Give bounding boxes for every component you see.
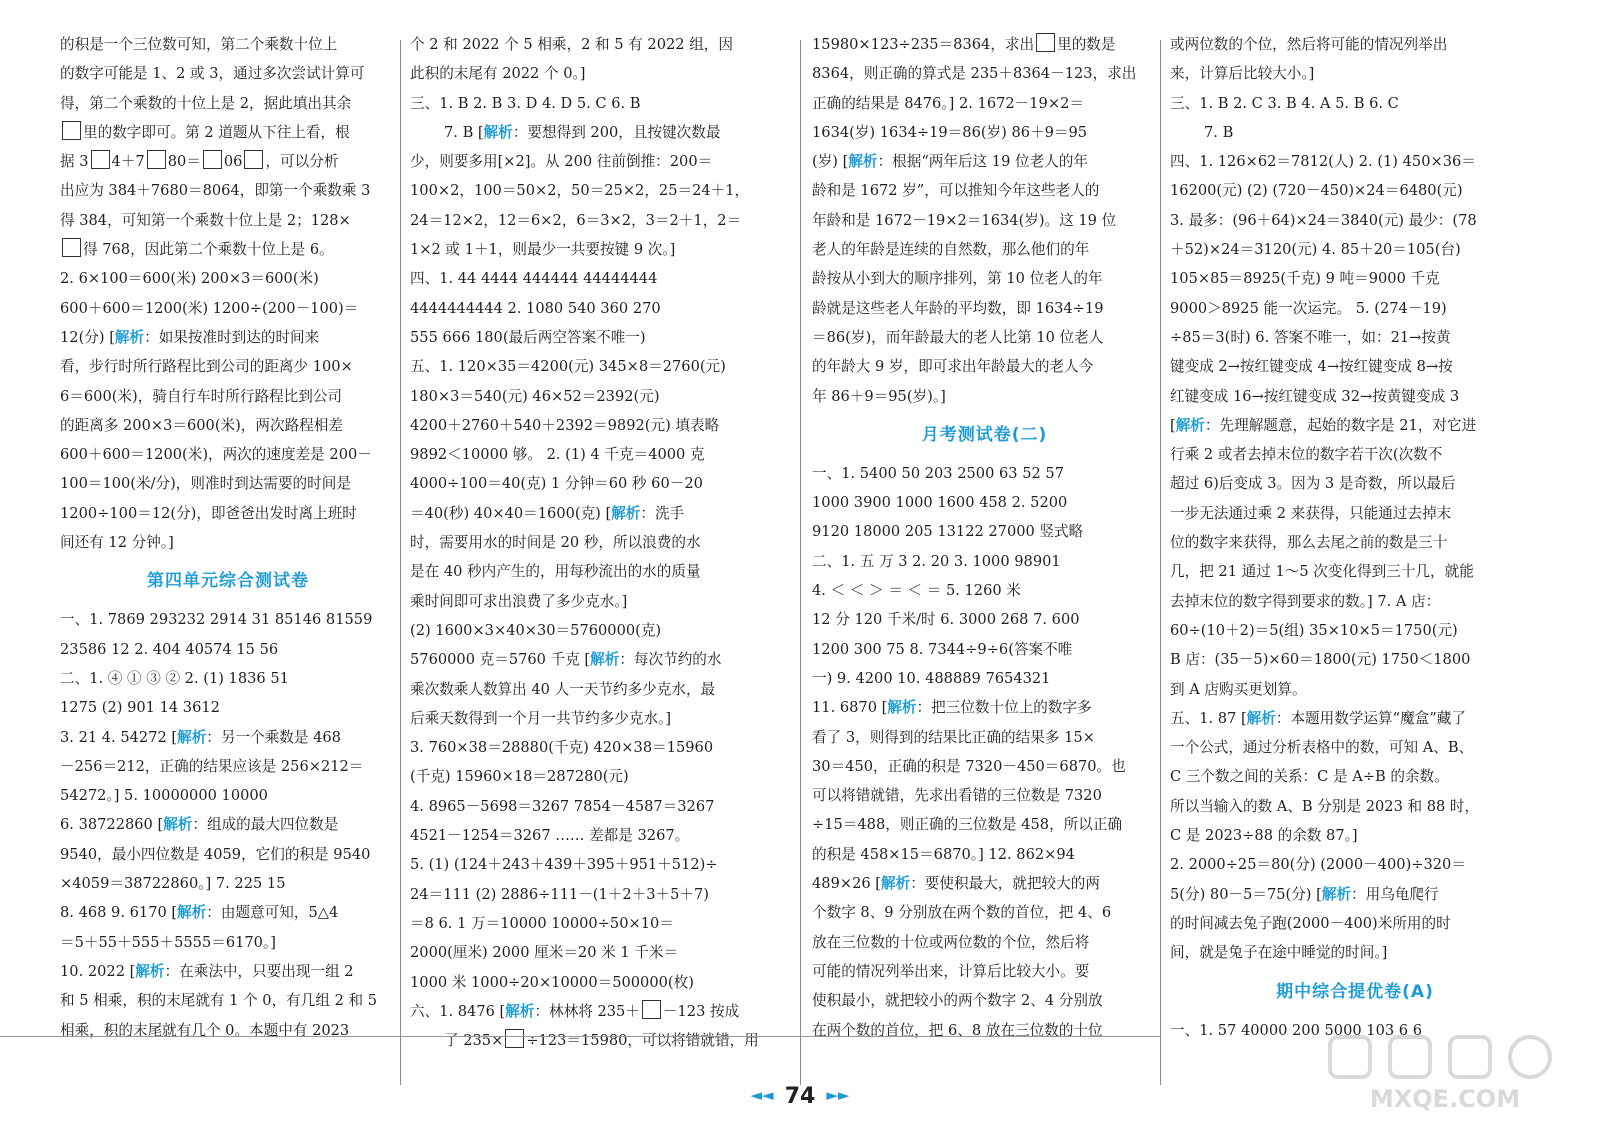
page-number: 74 xyxy=(784,1084,816,1109)
analysis-label: 解析 xyxy=(483,123,513,141)
text-line: 后乘天数得到一个月一共节约多少克水。] xyxy=(410,709,672,727)
text-span: ÷123＝15980，可以将错就错，用 xyxy=(526,1032,759,1050)
text-line: 年 86＋9＝95(岁)。] xyxy=(812,387,946,405)
text-line: 正确的结果是 8476。] 2. 1672－19×2＝ xyxy=(812,94,1084,112)
text-span: 3. 21 4. 54272 [ xyxy=(60,728,178,746)
text-line: 1000 3900 1000 1600 458 2. 5200 xyxy=(812,494,1068,512)
text-line: 6＝600(米)，骑自行车时所行路程比到公司 xyxy=(60,387,343,405)
analysis-label: 解析 xyxy=(611,504,641,522)
text-line: 此积的末尾有 2022 个 0。] xyxy=(410,65,586,83)
text-line xyxy=(410,645,790,674)
text-line: 105×85＝8925(千克) 9 吨＝9000 千克 xyxy=(1170,270,1440,288)
section-heading: 第四单元综合测试卷 xyxy=(147,571,309,592)
text-span: 了 235× xyxy=(444,1032,504,1050)
analysis-label: 解析 xyxy=(590,651,620,669)
text-line xyxy=(60,118,396,147)
text-line xyxy=(812,30,1157,59)
text-line: 老人的年龄是连续的自然数，那么他们的年 xyxy=(812,241,1090,259)
text-line: 是在 40 秒内产生的，用每秒流出的水的质量 xyxy=(410,563,701,581)
text-line: ＝8 6. 1 万＝10000 10000÷50×10＝ xyxy=(410,914,674,932)
text-span: 五、1. 87 [ xyxy=(1170,709,1247,727)
text-line: 可以将错就错，先求出看错的三位数是 7320 xyxy=(812,787,1102,805)
text-line: 1000 米 1000÷20×10000＝500000(枚) xyxy=(410,973,694,991)
text-span: ：由题意可知，5△4 xyxy=(206,904,339,922)
text-line: 红键变成 16→按红键变成 32→按黄键变成 3 xyxy=(1170,387,1460,405)
text-span: 12(分) [ xyxy=(60,328,115,346)
text-line: 的数字可能是 1、2 或 3，通过多次尝试计算可 xyxy=(60,65,365,83)
column-2 xyxy=(410,30,790,1055)
text-line xyxy=(60,898,396,927)
text-span: ：根据“两年后这 19 位老人的年 xyxy=(877,153,1088,171)
text-line: 2000(厘米) 2000 厘米＝20 米 1 千米＝ xyxy=(410,944,679,962)
blank-box xyxy=(244,150,263,169)
text-line: 一) 9. 4200 10. 488889 7654321 xyxy=(812,669,1051,687)
text-line xyxy=(60,957,396,986)
text-line: 得，第二个乘数的十位上是 2，据此填出其余 xyxy=(60,94,352,112)
text-line: ＋52)×24＝3120(元) 4. 85＋20＝105(台) xyxy=(1170,241,1461,259)
text-line: 30＝450，正确的积是 7320－450＝6870。也 xyxy=(812,757,1126,775)
text-span: 得 768，因此第二个乘数十位上是 6。 xyxy=(83,241,334,259)
text-line: 时，需要用水的时间是 20 秒，所以浪费的水 xyxy=(410,534,701,552)
text-line xyxy=(60,147,396,176)
text-line: 3. 最多：(96＋64)×24＝3840(元) 最少：(78 xyxy=(1170,211,1477,229)
text-line: 一个公式，通过分析表格中的数，可知 A、B、 xyxy=(1170,739,1474,757)
analysis-label: 解析 xyxy=(135,962,165,980)
text-line: 7. B xyxy=(1204,123,1234,141)
text-line: ÷85＝3(时) 6. 答案不唯一，如：21→按黄 xyxy=(1170,328,1451,346)
text-line: 4444444444 2. 1080 540 360 270 xyxy=(410,299,661,317)
text-span: 11. 6870 [ xyxy=(812,699,888,717)
text-line: 使积最小，就把较小的两个数字 2、4 分别放 xyxy=(812,992,1103,1010)
blank-box xyxy=(1036,33,1055,52)
analysis-label: 解析 xyxy=(163,816,193,834)
text-span: 里的数字即可。第 2 道题从下往上看，根 xyxy=(83,123,350,141)
text-line: 24＝111 (2) 2886÷111－(1＋2＋3＋5＋7) xyxy=(410,885,709,903)
text-span: 8. 468 9. 6170 [ xyxy=(60,904,178,922)
text-line: 出应为 384＋7680＝8064，即第一个乘数乘 3 xyxy=(60,182,371,200)
bottom-rule xyxy=(0,1036,1160,1037)
text-span: ：林林将 235＋ xyxy=(534,1002,640,1020)
next-arrows-icon: ►► xyxy=(826,1086,850,1104)
text-span: ：每次节约的水 xyxy=(619,651,722,669)
text-span: ：在乘法中，只要出现一组 2 xyxy=(164,962,354,980)
section-heading: 期中综合提优卷(A) xyxy=(1276,981,1434,1002)
text-span: －123 按成 xyxy=(662,1002,740,1020)
text-span: 15980×123÷235＝8364，求出 xyxy=(812,36,1035,53)
text-line: 间还有 12 分钟。] xyxy=(60,534,174,552)
text-line: 8364，则正确的算式是 235＋8364－123，求出 xyxy=(812,65,1137,83)
analysis-label: 解析 xyxy=(177,904,207,922)
text-line xyxy=(410,118,790,147)
text-line: 来，计算后比较大小。] xyxy=(1170,65,1315,83)
blank-box xyxy=(203,150,222,169)
text-line: 1275 (2) 901 14 3612 xyxy=(60,699,220,717)
text-span: 4＋7 xyxy=(111,153,145,171)
analysis-label: 解析 xyxy=(1175,416,1205,434)
column-1 xyxy=(60,30,396,1045)
text-line: 放在三位数的十位或两位数的个位，然后将 xyxy=(812,933,1090,951)
text-line: 2. 2000÷25＝80(分) (2000－400)÷320＝ xyxy=(1170,856,1466,874)
text-line: 相乘，积的末尾就有几个 0。本题中有 2023 xyxy=(60,1021,350,1039)
text-span: 5(分) 80－5＝75(分) [ xyxy=(1170,885,1322,903)
analysis-label: 解析 xyxy=(177,728,207,746)
text-span: ：另一个乘数是 468 xyxy=(206,728,341,746)
text-line: 到 A 店购买更划算。 xyxy=(1170,680,1307,698)
prev-arrows-icon: ◄◄ xyxy=(750,1086,774,1104)
watermark-text: MXQE.COM xyxy=(1369,1085,1521,1113)
text-line: 600＋600＝1200(米) 1200÷(200－100)＝ xyxy=(60,299,359,317)
column-divider xyxy=(800,40,801,1085)
analysis-label: 解析 xyxy=(881,875,911,893)
text-span: 489×26 [ xyxy=(812,875,881,893)
analysis-label: 解析 xyxy=(505,1002,535,1020)
text-line: ＝86(岁)，而年龄最大的老人比第 10 位老人 xyxy=(812,328,1104,346)
text-line: 180×3＝540(元) 46×52＝2392(元) xyxy=(410,387,660,405)
text-line: 1200÷100＝12(分)，即爸爸出发时离上班时 xyxy=(60,504,357,522)
text-line: －256＝212，正确的结果应该是 256×212＝ xyxy=(60,757,364,775)
blank-box xyxy=(147,150,166,169)
text-line: 得 384，可知第一个乘数十位上是 2；128× xyxy=(60,211,351,229)
text-span: 6. 38722860 [ xyxy=(60,816,164,834)
text-line xyxy=(410,499,790,528)
text-line: 5. (1) (124＋243＋439＋395＋951＋512)÷ xyxy=(410,856,718,874)
text-line: 几，把 21 通过 1～5 次变化得到三十几，就能 xyxy=(1170,563,1474,581)
text-line: 看了 3，则得到的结果比正确的结果多 15× xyxy=(812,728,1095,746)
text-line: 键变成 2→按红键变成 4→按红键变成 8→按 xyxy=(1170,358,1453,376)
text-line: 4. ＜ ＜ ＞ ＝ ＜ ＝ 5. 1260 米 xyxy=(812,582,1021,600)
text-line: 超过 6)后变成 3。因为 3 是奇数，所以最后 xyxy=(1170,475,1456,493)
text-line: 一、1. 5400 50 203 2500 63 52 57 xyxy=(812,464,1064,482)
text-line: 1634(岁) 1634÷19＝86(岁) 86＋9＝95 xyxy=(812,123,1088,141)
text-line: ×4059＝38722860。] 7. 225 15 xyxy=(60,875,286,893)
text-line: 个 2 和 2022 个 5 相乘，2 和 5 有 2022 组，因 xyxy=(410,36,733,53)
text-span: (岁) [ xyxy=(812,153,849,171)
text-line: 4521－1254＝3267 …… 差都是 3267。 xyxy=(410,827,690,845)
text-line xyxy=(60,235,396,264)
text-line: B 店：(35－5)×60＝1800(元) 1750＜1800 xyxy=(1170,651,1471,669)
watermark-logo xyxy=(1320,1035,1570,1115)
text-line: 100×2，100＝50×2，50＝25×2，25＝24＋1， xyxy=(410,182,750,200)
text-line xyxy=(410,1026,790,1055)
text-line: 四、1. 126×62＝7812(人) 2. (1) 450×36＝ xyxy=(1170,153,1476,171)
text-span: ：如果按准时到达的时间来 xyxy=(144,328,320,346)
column-divider xyxy=(400,40,401,1085)
text-line: 的年龄大 9 岁，即可求出年龄最大的老人今 xyxy=(812,358,1094,376)
text-line: 的积是一个三位数可知，第二个乘数十位上 xyxy=(60,36,338,53)
text-line: 在两个数的首位，把 6、8 放在三位数的十位 xyxy=(812,1021,1103,1039)
blank-box xyxy=(642,1000,661,1019)
text-line: 一、1. 7869 293232 2914 31 85146 81559 xyxy=(60,611,373,629)
text-line: 可能的情况列举出来，计算后比较大小。要 xyxy=(812,962,1090,980)
text-line: 23586 12 2. 404 40574 15 56 xyxy=(60,640,279,658)
text-line: 二、1. ④ ① ③ ② 2. (1) 1836 51 xyxy=(60,669,289,687)
text-line: 间，就是兔子在途中睡觉的时间。] xyxy=(1170,944,1388,962)
text-span: 六、1. 8476 [ xyxy=(410,1002,506,1020)
column-3 xyxy=(812,30,1157,1045)
text-line: (千克) 15960×18＝287280(元) xyxy=(410,768,629,786)
text-span: 10. 2022 [ xyxy=(60,962,136,980)
text-line: 乘时间即可求出浪费了多少克水。] xyxy=(410,592,628,610)
text-line: 年龄和是 1672－19×2＝1634(岁)。这 19 位 xyxy=(812,211,1117,229)
text-span: 5760000 克＝5760 千克 [ xyxy=(410,651,591,669)
text-line: 60÷(10＋2)＝5(组) 35×10×5＝1750(元) xyxy=(1170,621,1458,639)
text-line: 一、1. 57 40000 200 5000 103 6 6 xyxy=(1170,1021,1422,1039)
text-line: 9120 18000 205 13122 27000 竖式略 xyxy=(812,523,1084,541)
text-line: C 三个数之间的关系：C 是 A÷B 的余数。 xyxy=(1170,768,1449,786)
text-line: 9000＞8925 能一次运完。 5. (274－19) xyxy=(1170,299,1447,317)
text-line xyxy=(60,723,396,752)
text-span: ：先理解题意，起始的数字是 21，对它进 xyxy=(1204,416,1477,434)
section-heading: 月考测试卷(二) xyxy=(921,424,1048,445)
text-line: 9892＜10000 够。 2. (1) 4 千克＝4000 克 xyxy=(410,446,705,464)
text-line: 四、1. 44 4444 444444 44444444 xyxy=(410,270,658,288)
text-line: 9540，最小四位数是 4059，它们的积是 9540 xyxy=(60,845,371,863)
text-line xyxy=(812,693,1157,722)
text-line xyxy=(812,869,1157,898)
text-line: 行乘 2 或者去掉末位的数字若干次(次数不 xyxy=(1170,446,1443,464)
text-line xyxy=(1170,411,1540,440)
text-span: ：要想得到 200，且按键次数最 xyxy=(512,123,721,141)
text-span: ：用乌龟爬行 xyxy=(1351,885,1439,903)
text-line: 二、1. 五 万 3 2. 20 3. 1000 98901 xyxy=(812,552,1061,570)
text-line: ＝5＋55＋555＋5555＝6170。] xyxy=(60,933,276,951)
text-line: 龄和是 1672 岁”，可以推知今年这些老人的 xyxy=(812,182,1100,200)
analysis-label: 解析 xyxy=(887,699,917,717)
text-span: 06 xyxy=(223,153,243,171)
text-line: (2) 1600×3×40×30＝5760000(克) xyxy=(410,621,662,639)
text-line: 去掉末位的数字得到要求的数。] 7. A 店： xyxy=(1170,592,1441,610)
text-line xyxy=(410,997,790,1026)
text-line: 600＋600＝1200(米)，两次的速度差是 200－ xyxy=(60,446,372,464)
text-line xyxy=(60,810,396,839)
text-line: 24＝12×2，12＝6×2，6＝3×2，3＝2＋1，2＝ xyxy=(410,211,742,229)
text-line: ÷15＝488，则正确的三位数是 458，所以正确 xyxy=(812,816,1123,834)
text-span: ：把三位数十位上的数字多 xyxy=(916,699,1092,717)
text-line: 4. 8965－5698＝3267 7854－4587＝3267 xyxy=(410,797,715,815)
text-line: 三、1. B 2. C 3. B 4. A 5. B 6. C xyxy=(1170,94,1399,112)
analysis-label: 解析 xyxy=(1246,709,1276,727)
text-line: 1×2 或 1＋1，则最少一共要按键 9 次。] xyxy=(410,241,676,259)
text-line: 100＝100(米/分)，则准时到达需要的时间是 xyxy=(60,475,351,493)
text-line: 12 分 120 千米/时 6. 3000 268 7. 600 xyxy=(812,611,1080,629)
text-span: ：要使积最大，就把较大的两 xyxy=(910,875,1100,893)
column-4 xyxy=(1170,30,1540,1045)
text-span: ：本题用数学运算“魔盒”藏了 xyxy=(1275,709,1466,727)
text-line: 或两位数的个位，然后将可能的情况列举出 xyxy=(1170,36,1448,53)
text-span: ：洗手 xyxy=(640,504,685,522)
text-line: 和 5 相乘，积的末尾就有 1 个 0，有几组 2 和 5 xyxy=(60,992,378,1010)
text-span: 里的数是 xyxy=(1057,36,1116,53)
text-line: 54272。] 5. 10000000 10000 xyxy=(60,787,268,805)
text-span: 7. B [ xyxy=(444,123,484,141)
text-line: 三、1. B 2. B 3. D 4. D 5. C 6. B xyxy=(410,94,641,112)
column-divider xyxy=(1160,40,1161,1085)
analysis-label: 解析 xyxy=(1321,885,1352,903)
text-line: 一步无法通过乘 2 来获得，只能通过去掉末 xyxy=(1170,504,1452,522)
text-line: 所以当输入的数 A、B 分别是 2023 和 88 时， xyxy=(1170,797,1480,815)
text-line: 个数字 8、9 分别放在两个数的首位，把 4、6 xyxy=(812,904,1112,922)
text-line: 看，步行时所行路程比到公司的距离少 100× xyxy=(60,358,353,376)
text-line xyxy=(812,147,1157,176)
text-span: ：组成的最大四位数是 xyxy=(192,816,339,834)
blank-box xyxy=(505,1029,524,1048)
text-line: 龄就是这些老人年龄的平均数，即 1634÷19 xyxy=(812,299,1104,317)
text-line: 的时间减去兔子跑(2000－400)米所用的时 xyxy=(1170,914,1451,932)
text-line: 1200 300 75 8. 7344÷9÷6(答案不唯 xyxy=(812,640,1073,658)
text-span: ＝40(秒) 40×40＝1600(克) [ xyxy=(410,504,612,522)
text-line: 4000÷100＝40(克) 1 分钟＝60 秒 60－20 xyxy=(410,475,703,493)
text-line xyxy=(1170,880,1540,909)
text-line: 少，则要多用[×2]。从 200 往前倒推：200＝ xyxy=(410,153,713,171)
text-line: 位的数字来获得，那么去尾之前的数是三十 xyxy=(1170,534,1448,552)
text-line: 2. 6×100＝600(米) 200×3＝600(米) xyxy=(60,270,319,288)
text-line: 4200＋2760＋540＋2392＝9892(元) 填表略 xyxy=(410,416,720,434)
text-span: ，可以分析 xyxy=(265,153,339,171)
text-line: C 是 2023÷88 的余数 87。] xyxy=(1170,827,1358,845)
text-line: 的距离多 200×3＝600(米)，两次路程相差 xyxy=(60,416,343,434)
text-span: [ xyxy=(1170,416,1176,434)
blank-box xyxy=(62,121,81,140)
text-line: 乘次数乘人数算出 40 人一天节约多少克水，最 xyxy=(410,680,716,698)
text-span: 据 3 xyxy=(60,153,89,171)
text-line: 五、1. 120×35＝4200(元) 345×8＝2760(元) xyxy=(410,358,726,376)
text-span: 80＝ xyxy=(167,153,201,171)
text-line: 16200(元) (2) (720－450)×24＝6480(元) xyxy=(1170,182,1463,200)
analysis-label: 解析 xyxy=(114,328,145,346)
blank-box xyxy=(91,150,110,169)
text-line: 3. 760×38＝28880(千克) 420×38＝15960 xyxy=(410,739,714,757)
text-line: 的积是 458×15＝6870。] 12. 862×94 xyxy=(812,845,1075,863)
text-line xyxy=(1170,704,1540,733)
text-line: 555 666 180(最后两空答案不唯一) xyxy=(410,328,646,346)
text-line xyxy=(60,323,396,352)
text-line: 龄按从小到大的顺序排列，第 10 位老人的年 xyxy=(812,270,1103,288)
blank-box xyxy=(62,238,81,257)
analysis-label: 解析 xyxy=(848,153,878,171)
